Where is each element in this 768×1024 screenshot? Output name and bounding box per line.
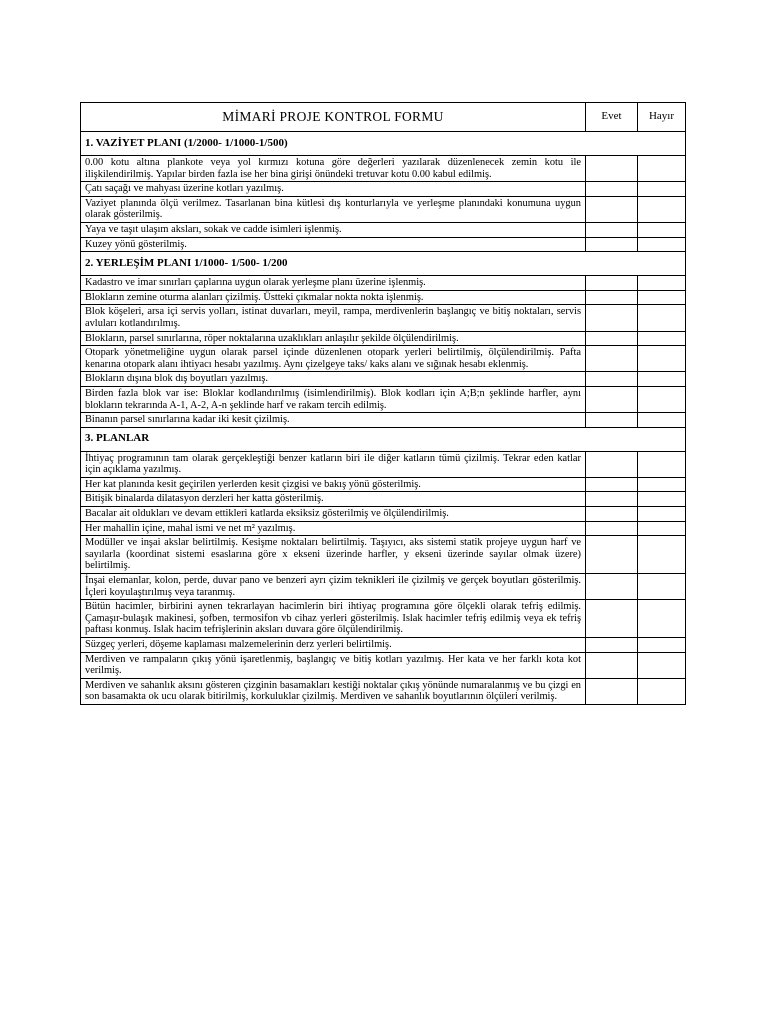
control-form-table [80, 102, 686, 705]
checklist-row [81, 638, 686, 653]
checklist-item-text: Bacalar ait oldukları ve devam ettikleri katlarda eksiksiz gösterilmiş ve ölçülendirilmiş. [81, 507, 586, 522]
checkbox-cell-no[interactable] [638, 413, 686, 428]
checklist-item-text: Modüller ve inşai akslar belirtilmiş. Kesişme noktaları belirtilmiş. Taşıyıcı, aks sistemi statik projeye uygun harf ve sayılarla (koordinat sistemi esaslarına göre x ekseni üzerinde harfler, y ekseni üzerinde sayılar olmak üzere) belirtilmiş. [81, 536, 586, 574]
checklist-row [81, 305, 686, 331]
checklist-row [81, 678, 686, 704]
checklist-item-text: İnşai elemanlar, kolon, perde, duvar pano ve benzeri ayrı çizim teknikleri ile çizilmiş ve gerçek boyutları gösterilmiş. İçleri koyulaştırılmış veya taranmış. [81, 574, 586, 600]
checklist-row [81, 477, 686, 492]
section-heading: 2. YERLEŞİM PLANI 1/1000- 1/500- 1/200 [81, 252, 686, 276]
checkbox-cell-no[interactable] [638, 638, 686, 653]
checklist-item-text: Çatı saçağı ve mahyası üzerine kotları yazılmış. [81, 182, 586, 197]
checklist-row [81, 492, 686, 507]
checkbox-cell-yes[interactable] [586, 222, 638, 237]
checklist-row [81, 276, 686, 291]
checkbox-cell-no[interactable] [638, 372, 686, 387]
checkbox-cell-no[interactable] [638, 386, 686, 412]
checklist-row [81, 372, 686, 387]
checkbox-cell-yes[interactable] [586, 507, 638, 522]
checklist-item-text: Kadastro ve imar sınırları çaplarına uygun olarak yerleşme planı üzerine işlenmiş. [81, 276, 586, 291]
checkbox-cell-yes[interactable] [586, 305, 638, 331]
checklist-row [81, 507, 686, 522]
checklist-item-text: Otopark yönetmeliğine uygun olarak parsel içinde düzenlenen otopark yerleri belirtilmiş, ölçülendirilmiş. Pafta kenarına otopark alanı ihtiyacı hesabı yazılmış. Aynı çizelgeye taks/ kaks alanı ve sığınak hesabı eklenmiş. [81, 346, 586, 372]
checklist-row [81, 413, 686, 428]
checkbox-cell-yes[interactable] [586, 600, 638, 638]
checkbox-cell-yes[interactable] [586, 536, 638, 574]
section-heading-row [81, 132, 686, 156]
checklist-item-text: Bitişik binalarda dilatasyon derzleri her katta gösterilmiş. [81, 492, 586, 507]
checklist-item-text: Birden fazla blok var ise: Bloklar kodlandırılmış (isimlendirilmiş). Blok kodları için A;B;n şeklinde harfler, aynı blokların tekrarında A-1, A-2, A-n şeklinde harf ve rakam tercih edilmiş. [81, 386, 586, 412]
checkbox-cell-yes[interactable] [586, 237, 638, 252]
checklist-row [81, 196, 686, 222]
checkbox-cell-no[interactable] [638, 536, 686, 574]
form-title: MİMARİ PROJE KONTROL FORMU [81, 103, 586, 132]
checklist-row [81, 237, 686, 252]
checklist-row [81, 451, 686, 477]
checkbox-cell-yes[interactable] [586, 652, 638, 678]
checkbox-cell-no[interactable] [638, 507, 686, 522]
checkbox-cell-no[interactable] [638, 678, 686, 704]
checkbox-cell-yes[interactable] [586, 477, 638, 492]
checkbox-cell-no[interactable] [638, 492, 686, 507]
checkbox-cell-no[interactable] [638, 305, 686, 331]
checklist-item-text: Merdiven ve rampaların çıkış yönü işaretlenmiş, başlangıç ve bitiş kotları yazılmış. Her kata ve her farklı kota kot verilmiş. [81, 652, 586, 678]
checkbox-cell-no[interactable] [638, 600, 686, 638]
checklist-row [81, 521, 686, 536]
checklist-item-text: Süzgeç yerleri, döşeme kaplaması malzemelerinin derz yerleri belirtilmiş. [81, 638, 586, 653]
checklist-row [81, 290, 686, 305]
checklist-row [81, 536, 686, 574]
checkbox-cell-no[interactable] [638, 346, 686, 372]
checkbox-cell-yes[interactable] [586, 521, 638, 536]
checklist-row [81, 182, 686, 197]
checklist-item-text: Yaya ve taşıt ulaşım aksları, sokak ve cadde isimleri işlenmiş. [81, 222, 586, 237]
checklist-row [81, 386, 686, 412]
checkbox-cell-no[interactable] [638, 574, 686, 600]
column-header-yes: Evet [586, 103, 638, 132]
section-heading: 1. VAZİYET PLANI (1/2000- 1/1000-1/500) [81, 132, 686, 156]
checklist-row [81, 222, 686, 237]
form-header-row [81, 103, 686, 132]
checklist-item-text: İhtiyaç programının tam olarak gerçekleştiği benzer katların biri ile diğer katların tümü çizilmiş. Tekrar eden katlar için açıklama yazılmış. [81, 451, 586, 477]
checklist-row [81, 331, 686, 346]
checklist-row [81, 346, 686, 372]
checklist-item-text: Kuzey yönü gösterilmiş. [81, 237, 586, 252]
checkbox-cell-no[interactable] [638, 237, 686, 252]
checklist-item-text: Blokların zemine oturma alanları çizilmiş. Üstteki çıkmalar nokta nokta işlenmiş. [81, 290, 586, 305]
checklist-item-text: Blok köşeleri, arsa içi servis yolları, istinat duvarları, meyil, rampa, merdivenlerin başlangıç ve bitiş noktaları, servis avluları kotlandırılmış. [81, 305, 586, 331]
checkbox-cell-no[interactable] [638, 182, 686, 197]
checklist-item-text: Binanın parsel sınırlarına kadar iki kesit çizilmiş. [81, 413, 586, 428]
checkbox-cell-no[interactable] [638, 477, 686, 492]
checkbox-cell-no[interactable] [638, 652, 686, 678]
checkbox-cell-yes[interactable] [586, 156, 638, 182]
checklist-row [81, 156, 686, 182]
checkbox-cell-yes[interactable] [586, 413, 638, 428]
checkbox-cell-yes[interactable] [586, 372, 638, 387]
checkbox-cell-no[interactable] [638, 451, 686, 477]
checkbox-cell-no[interactable] [638, 290, 686, 305]
checkbox-cell-yes[interactable] [586, 276, 638, 291]
checklist-row [81, 652, 686, 678]
section-heading: 3. PLANLAR [81, 427, 686, 451]
checkbox-cell-yes[interactable] [586, 290, 638, 305]
checkbox-cell-no[interactable] [638, 196, 686, 222]
checklist-item-text: Blokların, parsel sınırlarına, röper noktalarına uzaklıkları anlaşılır şekilde ölçülendirilmiş. [81, 331, 586, 346]
checklist-item-text: 0.00 kotu altına plankote veya yol kırmızı kotuna göre değerleri yazılarak düzenlenecek zemin kotu ile ilişkilendirilmiş. Yapılar birden fazla ise her bina girişi önündeki tretuvar kotu 0.00 kabul edilmiş. [81, 156, 586, 182]
checkbox-cell-no[interactable] [638, 331, 686, 346]
checkbox-cell-yes[interactable] [586, 346, 638, 372]
checkbox-cell-yes[interactable] [586, 182, 638, 197]
checklist-item-text: Blokların dışına blok dış boyutları yazılmış. [81, 372, 586, 387]
checkbox-cell-yes[interactable] [586, 386, 638, 412]
section-heading-row [81, 427, 686, 451]
checkbox-cell-yes[interactable] [586, 678, 638, 704]
checkbox-cell-no[interactable] [638, 276, 686, 291]
checkbox-cell-yes[interactable] [586, 574, 638, 600]
checklist-item-text: Bütün hacimler, birbirini aynen tekrarlayan hacimlerin biri ihtiyaç programına göre ölçekli olarak tefriş edilmiş. Çamaşır-bulaşık makinesi, şofben, termosifon vb cihaz yerleri gösterilmiş. Islak hacimler tefriş edilmiş veya ek tefriş paftası konmuş. Islak hacim tefrişlerinin aksları duvara göre ölçülendirilmiş. [81, 600, 586, 638]
checklist-item-text: Vaziyet planında ölçü verilmez. Tasarlanan bina kütlesi dış konturlarıyla ve yerleşme planındaki konumuna uygun olarak gösterilmiş. [81, 196, 586, 222]
checklist-item-text: Her kat planında kesit geçirilen yerlerden kesit çizgisi ve bakış yönü gösterilmiş. [81, 477, 586, 492]
column-header-no: Hayır [638, 103, 686, 132]
checkbox-cell-yes[interactable] [586, 451, 638, 477]
checkbox-cell-no[interactable] [638, 156, 686, 182]
checkbox-cell-no[interactable] [638, 222, 686, 237]
checkbox-cell-yes[interactable] [586, 331, 638, 346]
checkbox-cell-yes[interactable] [586, 196, 638, 222]
checklist-row [81, 600, 686, 638]
checklist-row [81, 574, 686, 600]
checkbox-cell-yes[interactable] [586, 638, 638, 653]
checklist-item-text: Her mahallin içine, mahal ismi ve net m² yazılmış. [81, 521, 586, 536]
section-heading-row [81, 252, 686, 276]
checkbox-cell-no[interactable] [638, 521, 686, 536]
checklist-item-text: Merdiven ve sahanlık aksını gösteren çizginin basamakları kestiği noktalar çıkış yönünde numaralanmış ve bu çizgi en son basamakta ok ucu olarak bitirilmiş, korkuluklar çizilmiş. Merdiven ve sahanlık boyutlarının ölçüleri verilmiş. [81, 678, 586, 704]
checkbox-cell-yes[interactable] [586, 492, 638, 507]
